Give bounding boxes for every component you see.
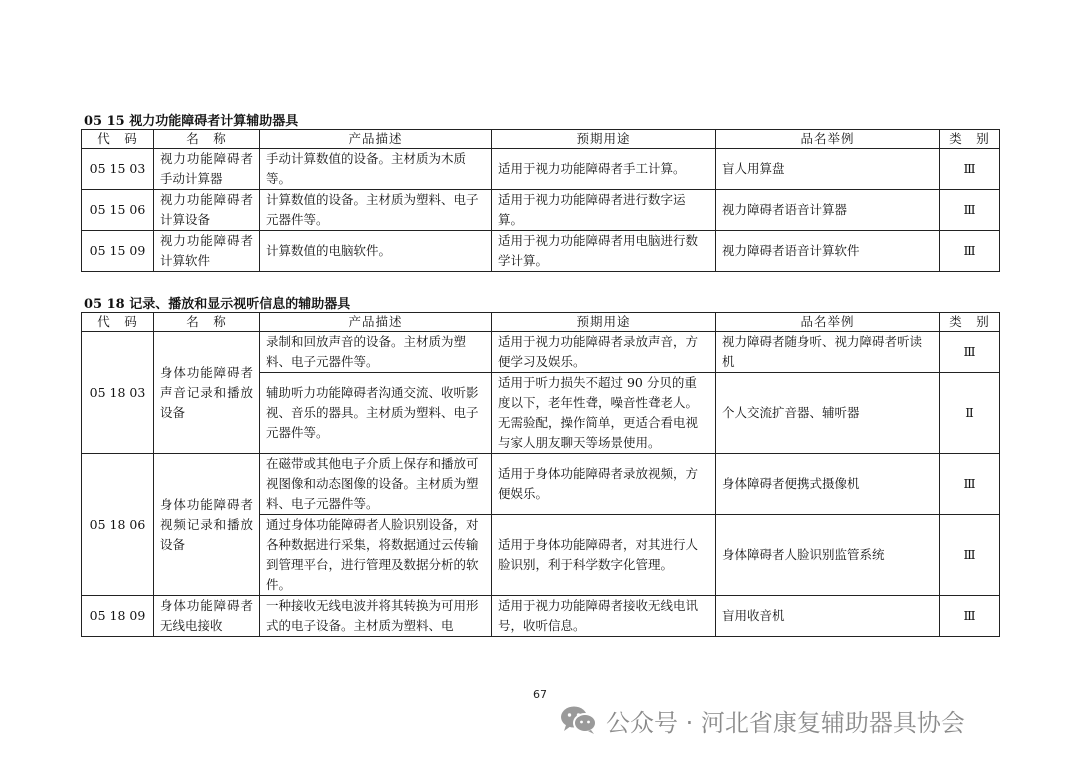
item-name: 身体功能障碍者视频记录和播放设备 [154,454,260,596]
item-class: Ⅲ [940,332,1000,373]
item-class: Ⅲ [940,190,1000,231]
item-class: Ⅲ [940,149,1000,190]
item-class: Ⅲ [940,515,1000,596]
item-class: Ⅲ [940,231,1000,272]
header-intended-use: 预期用途 [492,130,716,149]
item-class: Ⅱ [940,373,1000,454]
catalog-table-0515 [81,129,1000,272]
table-header-row [82,313,1000,332]
watermark-text: 公众号 · 河北省康复辅助器具协会 [606,708,965,737]
item-intended-use: 适用于听力损失不超过 90 分贝的重度以下，老年性聋，噪音性聋老人。无需验配，操作简单，更适合看电视与家人朋友聊天等场景使用。 [492,373,716,454]
item-intended-use: 适用于视力功能障碍者录放声音，方便学习及娱乐。 [492,332,716,373]
item-code: 05 15 03 [82,149,154,190]
item-examples: 视力障碍者语音计算软件 [716,231,940,272]
section-title-0518: 05 18 记录、播放和显示视听信息的辅助器具 [84,297,351,312]
table-row [82,149,1000,190]
item-code: 05 15 06 [82,190,154,231]
item-examples: 身体障碍者人脸识别监管系统 [716,515,940,596]
table-row [82,190,1000,231]
item-class: Ⅲ [940,596,1000,637]
header-class: 类 别 [940,313,1000,332]
item-class: Ⅲ [940,454,1000,515]
table-row [82,332,1000,373]
item-name: 视力功能障碍者手动计算器 [154,149,260,190]
item-name: 视力功能障碍者计算软件 [154,231,260,272]
item-examples: 盲用收音机 [716,596,940,637]
header-examples: 品名举例 [716,313,940,332]
item-description: 一种接收无线电波并将其转换为可用形式的电子设备。主材质为塑料、电 [260,596,492,637]
header-intended-use: 预期用途 [492,313,716,332]
item-intended-use: 适用于身体功能障碍者录放视频，方便娱乐。 [492,454,716,515]
item-code: 05 15 09 [82,231,154,272]
table-row [82,454,1000,515]
header-description: 产品描述 [260,130,492,149]
item-examples: 盲人用算盘 [716,149,940,190]
header-examples: 品名举例 [716,130,940,149]
watermark [560,702,965,738]
item-intended-use: 适用于视力功能障碍者用电脑进行数学计算。 [492,231,716,272]
table-row [82,596,1000,637]
item-description: 录制和回放声音的设备。主材质为塑料、电子元器件等。 [260,332,492,373]
item-description: 辅助听力功能障碍者沟通交流、收听影视、音乐的器具。主材质为塑料、电子元器件等。 [260,373,492,454]
header-name: 名 称 [154,313,260,332]
header-code: 代 码 [82,313,154,332]
item-description: 手动计算数值的设备。主材质为木质等。 [260,149,492,190]
item-name: 视力功能障碍者计算设备 [154,190,260,231]
item-intended-use: 适用于身体功能障碍者，对其进行人脸识别，利于科学数字化管理。 [492,515,716,596]
item-name: 身体功能障碍者无线电接收 [154,596,260,637]
item-examples: 个人交流扩音器、辅听器 [716,373,940,454]
item-intended-use: 适用于视力功能障碍者手工计算。 [492,149,716,190]
item-intended-use: 适用于视力功能障碍者接收无线电讯号，收听信息。 [492,596,716,637]
item-description: 在磁带或其他电子介质上保存和播放可视图像和动态图像的设备。主材质为塑料、电子元器件等。 [260,454,492,515]
header-class: 类 别 [940,130,1000,149]
header-code: 代 码 [82,130,154,149]
catalog-table-0518 [81,312,1000,637]
header-description: 产品描述 [260,313,492,332]
item-code: 05 18 03 [82,332,154,454]
item-description: 计算数值的设备。主材质为塑料、电子元器件等。 [260,190,492,231]
page-number: 67 [533,688,547,701]
item-description: 通过身体功能障碍者人脸识别设备，对各种数据进行采集，将数据通过云传输到管理平台，进行管理及数据分析的软件。 [260,515,492,596]
table-row [82,231,1000,272]
section-title-0515: 05 15 视力功能障碍者计算辅助器具 [84,114,299,129]
item-code: 05 18 09 [82,596,154,637]
wechat-icon [560,705,598,735]
item-examples: 身体障碍者便携式摄像机 [716,454,940,515]
item-code: 05 18 06 [82,454,154,596]
table-header-row [82,130,1000,149]
header-name: 名 称 [154,130,260,149]
item-examples: 视力障碍者语音计算器 [716,190,940,231]
item-description: 计算数值的电脑软件。 [260,231,492,272]
item-name: 身体功能障碍者声音记录和播放设备 [154,332,260,454]
item-intended-use: 适用于视力功能障碍者进行数字运算。 [492,190,716,231]
item-examples: 视力障碍者随身听、视力障碍者听读机 [716,332,940,373]
